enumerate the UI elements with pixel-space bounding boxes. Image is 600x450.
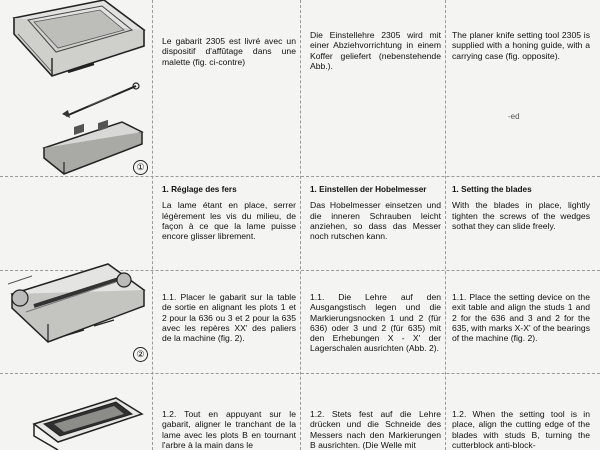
section-1-de [310,185,441,241]
section-1-en [452,185,590,231]
intro-text-en: The planer knife setting tool 2305 is supplied with a honing guide, with a carrying case (fig. opposite). [452,30,590,61]
step-1-1-de: 1.1. Die Lehre auf den Ausgangstisch legen und die Markierungsnocken 1 und 2 (für 636) oder 3 und 2 (für 635) mit den Erhebungen X - X' der Lagerschalen ausrichten (Abb. 2). [310,292,441,354]
cutterblock-illustration [28,392,146,450]
step-1-1-fr: 1.1. Placer le gabarit sur la table de sortie en alignant les plots 1 et 2 pour la 636 ou 3 et 2 pour la 635 avec les repères XX' des paliers de la machine (fig. 2). [162,292,296,344]
section-body-de: Das Hobelmesser einsetzen und die inneren Schrauben leicht anziehen, so dass das Messer noch rutschen kann. [310,200,441,242]
section-title-fr: 1. Réglage des fers [162,185,237,194]
carrying-case-illustration [8,0,148,92]
planer-machine-illustration [4,250,150,360]
figure-number-1: ① [133,160,148,175]
section-body-en: With the blades in place, lightly tighten the screws of the wedges sothat they can slide freely. [452,200,590,231]
stray-mark: -ed [508,112,520,121]
section-title-de: 1. Einstellen der Hobelmesser [310,185,427,194]
setting-tool-illustration [40,118,144,176]
step-1-1-en: 1.1. Place the setting device on the exit table and align the studs 1 and 2 for the 636 and 3 and 2 for the 635, with marks X-X' of the bearings of the machine (fig. 2). [452,292,590,344]
step-1-2-en: 1.2. When the setting tool is in place, align the cutting edge of the blades with studs B, turning the cutterblock anti-block- [452,409,590,450]
row-divider [0,373,600,374]
step-1-2-de: 1.2. Stets fest auf die Lehre drücken und die Schneide des Messers nach den Markierungen B ausrichten. (Die Welle mit [310,409,441,450]
section-title-en: 1. Setting the blades [452,185,532,194]
section-body-fr: La lame étant en place, serrer légèrement les vis du milieu, de façon à ce que la lame puisse encore glisser librement. [162,200,296,242]
figure-number-2: ② [133,347,148,362]
step-1-2-fr: 1.2. Tout en appuyant sur le gabarit, aligner le tranchant de la lame avec les plots B en tournant l'arbre à la main dans le [162,409,296,450]
intro-text-de: Die Einstellehre 2305 wird mit einer Abziehvorrichtung in einem Koffer geliefert (nebenstehende Abb.). [310,30,441,71]
row-divider [0,176,600,177]
column-divider [445,0,446,450]
section-1-fr [162,185,296,241]
column-divider [300,0,301,450]
honing-guide-illustration [48,80,148,120]
column-divider [152,0,153,450]
intro-text-fr: Le gabarit 2305 est livré avec un dispositif d'affûtage dans une malette (fig. ci-contre) [162,36,296,67]
